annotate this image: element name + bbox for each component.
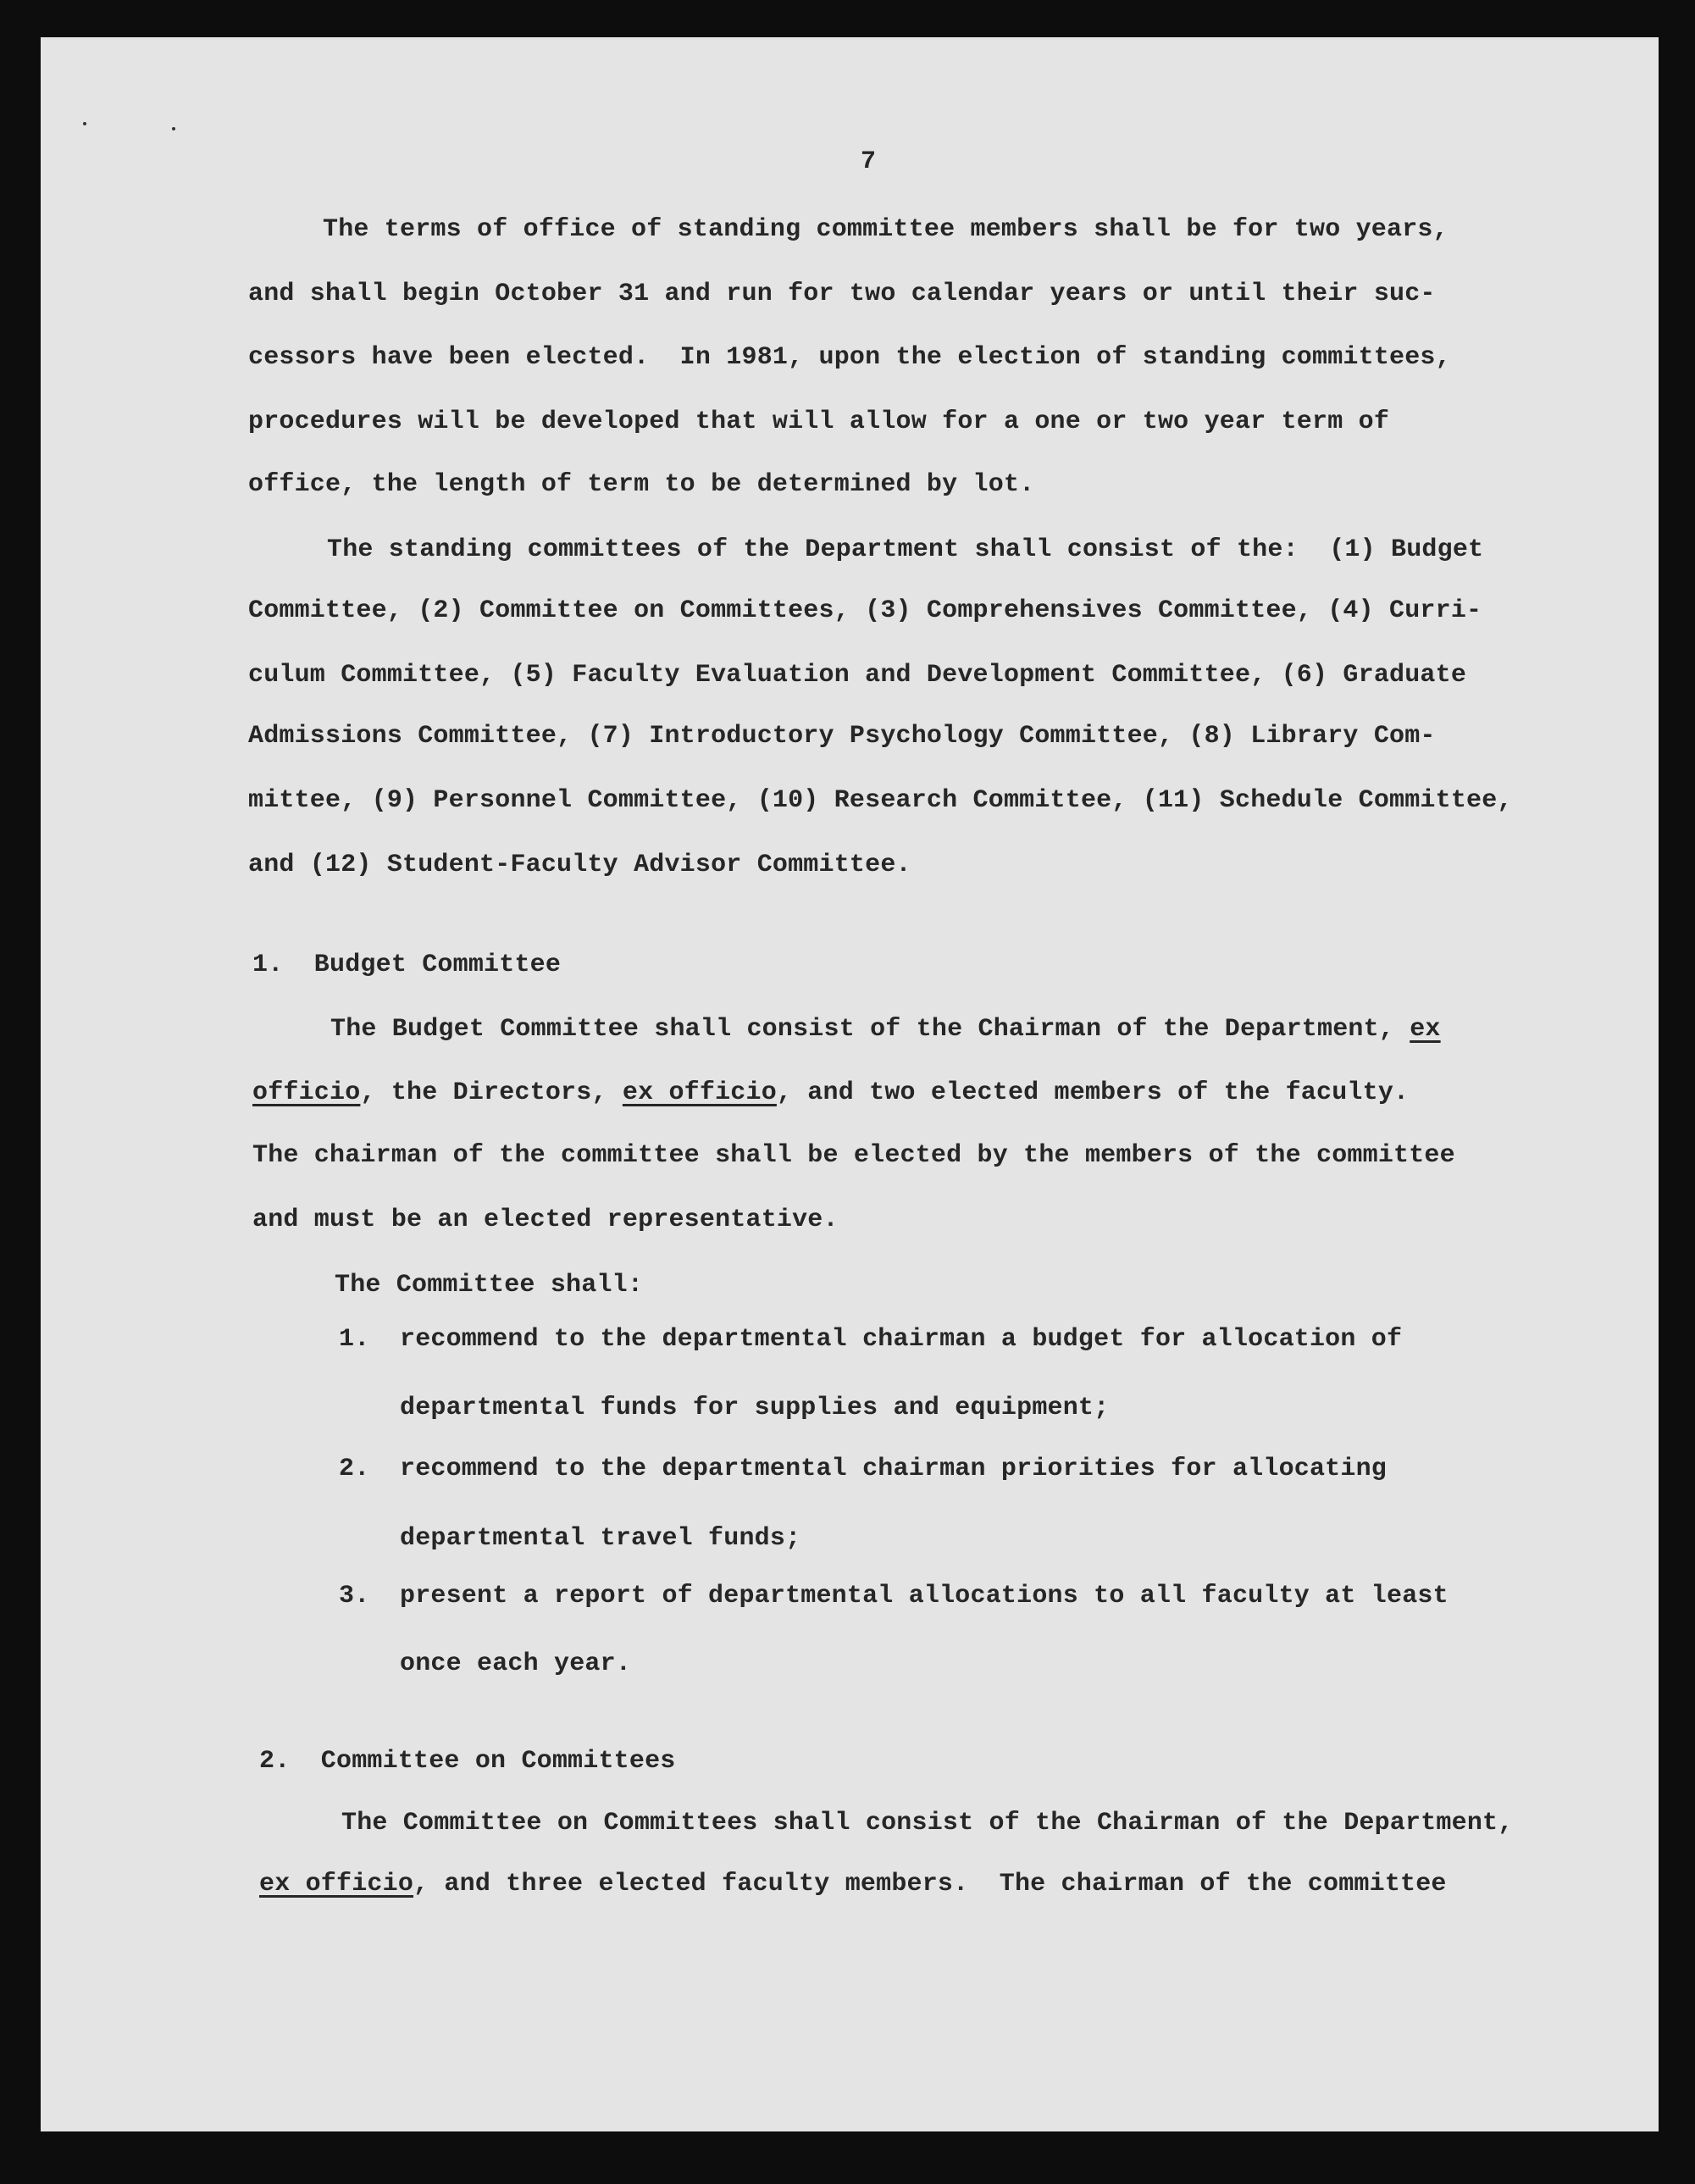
paragraph-line: mittee, (9) Personnel Committee, (10) Research Committee, (11) Schedule Committee, — [248, 786, 1513, 815]
paragraph-line: The terms of office of standing committee members shall be for two years, — [323, 215, 1449, 244]
speck — [172, 127, 175, 130]
paragraph-line: culum Committee, (5) Faculty Evaluation and Development Committee, (6) Graduate — [248, 661, 1467, 690]
paragraph-line: The standing committees of the Department shall consist of the: (1) Budget — [327, 535, 1484, 564]
list-number: 3. — [339, 1582, 370, 1610]
paragraph-line: The Committee on Committees shall consist of the Chairman of the Department, — [341, 1809, 1514, 1838]
underlined-text: ex officio — [622, 1078, 777, 1107]
list-item-line: present a report of departmental allocations to all faculty at least — [400, 1582, 1449, 1610]
text: , the Directors, — [360, 1078, 623, 1107]
paragraph-line: and (12) Student-Faculty Advisor Committee. — [248, 851, 911, 879]
paragraph-line: Admissions Committee, (7) Introductory Psychology Committee, (8) Library Com- — [248, 722, 1436, 751]
section-heading: 1. Budget Committee — [252, 951, 562, 979]
section-heading: 2. Committee on Committees — [259, 1747, 676, 1776]
paragraph-line: cessors have been elected. In 1981, upon the election of standing committees, — [248, 343, 1451, 372]
paragraph-line — [330, 1015, 1441, 1044]
list-item-line: recommend to the departmental chairman a budget for allocation of — [400, 1325, 1403, 1354]
page-number: 7 — [861, 147, 877, 176]
list-item-line: recommend to the departmental chairman priorities for allocating — [400, 1455, 1387, 1483]
list-item-line: departmental funds for supplies and equipment; — [400, 1394, 1110, 1422]
paragraph-line: and shall begin October 31 and run for two calendar years or until their suc- — [248, 280, 1436, 308]
document-page — [41, 37, 1659, 2131]
paragraph-line — [252, 1078, 1409, 1107]
paragraph-line: office, the length of term to be determined by lot. — [248, 470, 1035, 499]
paragraph-line — [259, 1870, 1447, 1899]
underlined-text: ex officio — [259, 1870, 414, 1899]
list-number: 1. — [339, 1325, 370, 1354]
list-intro: The Committee shall: — [335, 1271, 644, 1300]
paragraph-line: and must be an elected representative. — [252, 1206, 839, 1234]
paragraph-line: The chairman of the committee shall be elected by the members of the committee — [252, 1141, 1455, 1170]
underlined-text: officio — [252, 1078, 361, 1107]
text: The Budget Committee shall consist of the Chairman of the Department, — [330, 1015, 1410, 1044]
list-item-line: departmental travel funds; — [400, 1524, 801, 1553]
list-number: 2. — [339, 1455, 370, 1483]
text: , and three elected faculty members. The chairman of the committee — [413, 1870, 1447, 1899]
speck — [83, 122, 86, 125]
underlined-text: ex — [1410, 1015, 1441, 1044]
paragraph-line: Committee, (2) Committee on Committees, (3) Comprehensives Committee, (4) Curri- — [248, 596, 1482, 625]
text: , and two elected members of the faculty. — [776, 1078, 1410, 1107]
list-item-line: once each year. — [400, 1649, 632, 1678]
paragraph-line: procedures will be developed that will allow for a one or two year term of — [248, 407, 1390, 436]
